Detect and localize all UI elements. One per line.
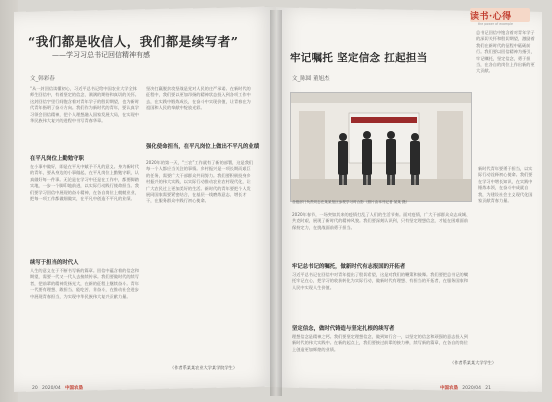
section-1-text: 在小事中做好，即是在平凡中赋予不凡的意义。身为新时代的青年，要从身边的小事做起，在平凡岗位上勤勉守职，认真做好每一件事。无论是在学习中还是在工作中，都要脚踏实地，一步一个脚印地前进，以实际行动践行使命担当。我们要学习回信中展现的奋斗精神，在各自岗位上兢兢业业，把每一项工作都做细做实，在平凡中创造不平凡的业绩。: [30, 164, 139, 202]
right-section-1-text: 习近平总书记在回信中对青年提出了殷切希望，这是对我们的鞭策和鼓舞。我们要把总书记的嘱托牢记在心，把学习的收获转化为实际行动，做新时代有理想、有担当的开拓者，在服务国家和人民中实现人生价值。: [292, 272, 468, 290]
article-title: “我们都是收信人，我们都是续写者”: [28, 34, 239, 49]
section-heading-2: 续写于担当的时代人: [30, 260, 79, 266]
column-2-text-b: 2020年的第一天，“三农”工作就有了新的部署，这是我们每一个人都应当关注的事情。乡村振兴是一项长期而艰巨的任务，需要广大干部群众共同努力。我们要积极投身乡村振兴的伟大实践，以实际行动推动农业农村现代化，让广大农民过上更加美好的生活。新时代的青年要把个人发展同国家需要紧密结合，在基层一线磨炼意志、增长才干，在服务群众中践行初心使命。: [146, 160, 254, 204]
magazine-spine: [270, 10, 282, 396]
article-author: 文_韩彩春: [30, 76, 55, 82]
column-2-text: 坚决打赢脱贫攻坚战是党对人民的庄严承诺。在新时代的征程中，我们要以更加昂扬的精神状态投入到各项工作中去，在实践中锻炼成长，在奋斗中实现价值，让青春在为祖国和人民的奉献中绽放光彩。: [146, 86, 251, 111]
right-author-note: （作者系某某大学学生）: [450, 360, 497, 365]
left-footer: [32, 385, 83, 391]
article-title-right: 牢记嘱托 坚定信念 扛起担当: [290, 52, 428, 64]
right-section-heading-1: 牢记总书记的嘱托，做新时代有志报国的开拓者: [292, 264, 406, 270]
issue-date: 2020/04: [42, 386, 61, 391]
section-heading-1: 在平凡岗位上勤勉守职: [30, 156, 84, 162]
right-main-text: 2020年春节，一场突如其来的疫情打乱了人们的生活节奏。面对疫情，广大干部群众众志成城、共克时艰，展现了新时代的精神风貌。我们要深刻认识到，只有坚定理想信念，才能在困难面前保持定力，在挑战面前勇于担当。: [292, 212, 471, 230]
issue-date-right: 2020/04: [462, 386, 481, 391]
intro-paragraph: “从一封回信读懂初心，习近平总书记给中国农业大学全体师生回信中，有着坚定的信念、满满的期待和真切的关怀。这封回信字里行间饱含着对青年学子的殷切期望，也为新时代青年指明了奋斗方向。我们作为新时代的青年，要认真学习领会回信精神，把个人理想融入国家发展大局，在实现中华民族伟大复兴的进程中书写青春华章。: [30, 86, 139, 124]
photo-caption: 各级部门负责同志在某某垦区参观学习时合影（照片由本刊记者 某某 摄）: [292, 200, 410, 204]
section-2-text: 人生的意义在于不断书写新的篇章。回信中蕴含着的信念和期望，需要一代又一代人去接续传承。我们要做时代的续写者，把前辈的精神发扬光大，在新的征程上继续奋斗。青年一代要有理想、敢担当、能吃苦、肯奋斗，在推动社会进步中展现青春担当，为实现中华民族伟大复兴贡献力量。: [30, 268, 139, 299]
column-logo-sub: the power of example: [478, 22, 513, 26]
article-author-right: 文_陈圆 董旭杰: [292, 76, 330, 82]
right-section-2-text: 理想信念是精神之钙。我们要坚定理想信念，做到知行合一，以坚定的信念和顽强的意志投入到新时代的伟大实践中。在新的起点上，我们要接过前辈的接力棒，续写新的篇章，在各自的岗位上创造更加辉煌的业绩。: [292, 334, 468, 352]
column-logo-text: 读书·心得: [470, 12, 512, 22]
left-author-note: （作者系某某农业大学某学院学生）: [170, 365, 238, 370]
magazine-name-right: 中国农垦: [440, 386, 458, 391]
right-column-text: 新时代青年要勇于担当，以实际行动诠释初心使命。我们要在学习中增长知识，在实践中锤炼本领，在奋斗中成就自我，为建设社会主义现代化国家贡献青春力量。: [478, 166, 533, 204]
magazine-name: 中国农垦: [65, 386, 84, 391]
page-number: 20: [32, 386, 38, 391]
page-number-right: 21: [485, 386, 492, 391]
right-section-heading-2: 坚定信念，做时代铸造与坚定扎根的续写者: [292, 326, 395, 332]
group-photo-image: [291, 93, 471, 201]
section-heading-3: 强化使命担当，在平凡岗位上做出不平凡的业绩: [146, 144, 260, 150]
right-column-top-text: 总书记回信中饱含着对青年学子的深切关怀和殷切期望，激励着我们在新时代的征程中砥砺前行。我们要以回信精神为指引，牢记嘱托，坚定信念，勇于担当，在各自的岗位上作出新的更大贡献。: [476, 30, 535, 74]
group-photo: [290, 92, 472, 202]
right-footer: [440, 385, 491, 391]
article-subtitle: ——学习习总书记回信精神有感: [52, 51, 150, 59]
